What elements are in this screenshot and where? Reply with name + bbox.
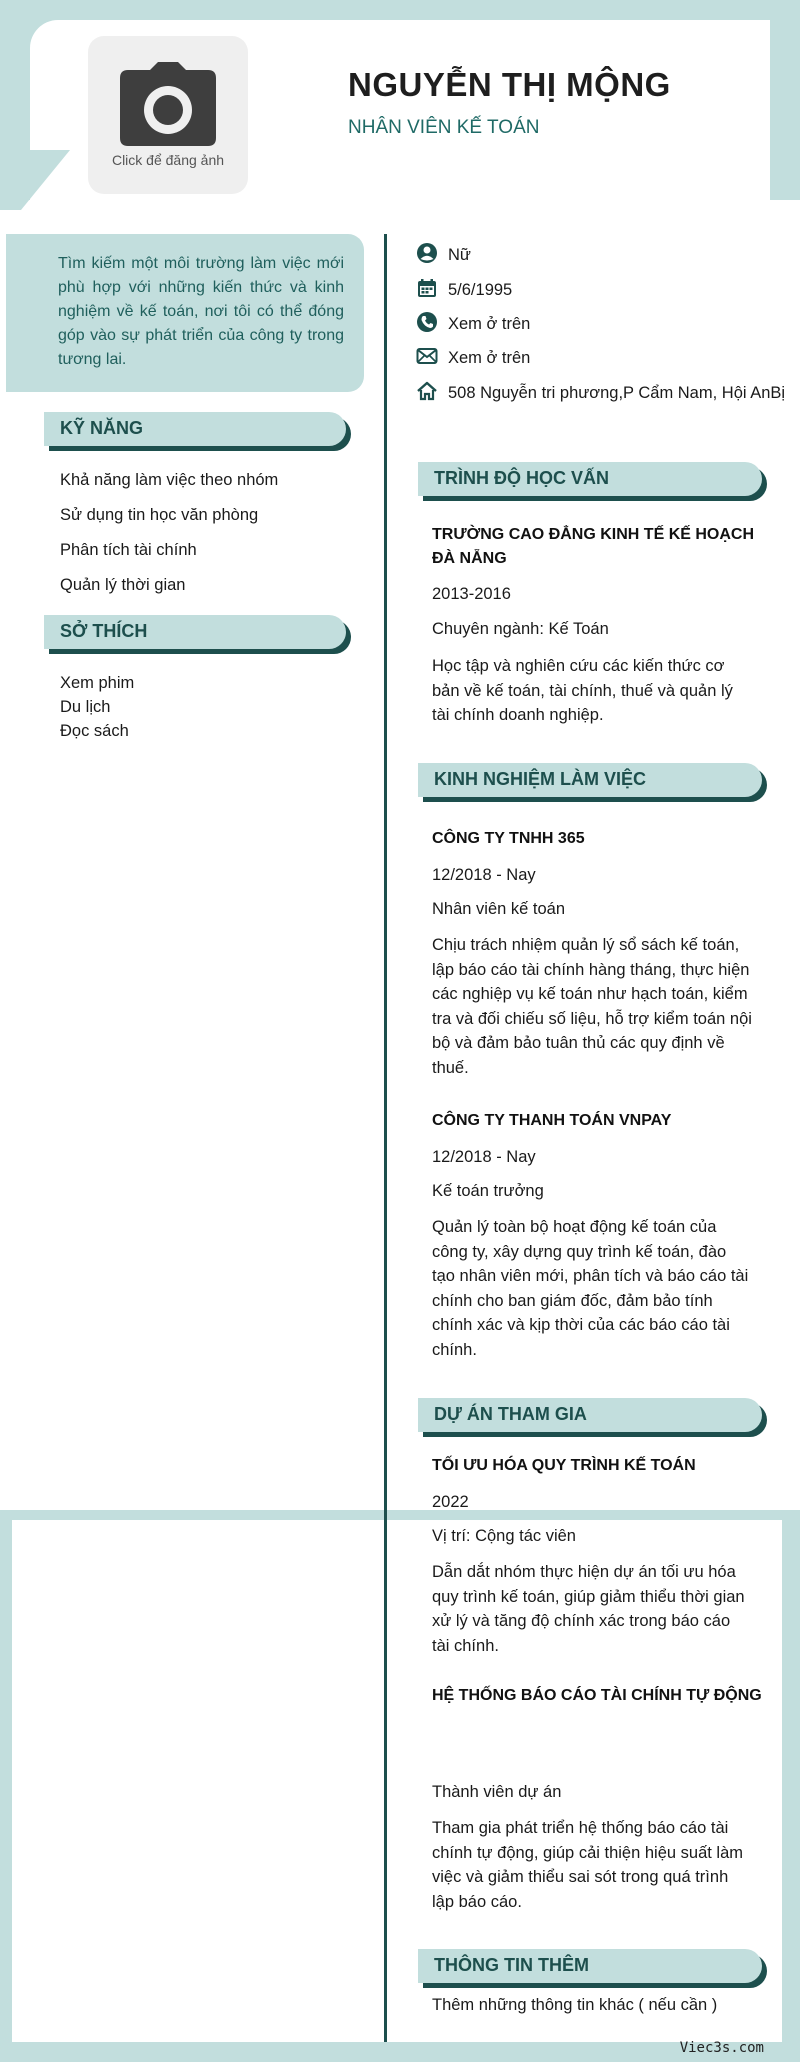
contact-address (416, 381, 788, 405)
hobby-item: Du lịch (60, 698, 111, 716)
project-name: TỐI ƯU HÓA QUY TRÌNH KẾ TOÁN (432, 1457, 696, 1474)
project-role: Thành viên dự án (432, 1783, 562, 1801)
hobbies-heading: SỞ THÍCH (44, 615, 346, 649)
contact-gender (416, 243, 788, 267)
education-years: 2013-2016 (432, 585, 511, 603)
additional-info-heading: THÔNG TIN THÊM (418, 1949, 762, 1983)
camera-icon (120, 62, 216, 146)
additional-info-text: Thêm những thông tin khác ( nếu cần ) (432, 1996, 718, 2014)
skills-heading: KỸ NĂNG (44, 412, 346, 446)
company-name: CÔNG TY TNHH 365 (432, 830, 585, 847)
skill-item: Sử dụng tin học văn phòng (60, 506, 259, 524)
job-position: Kế toán trưởng (432, 1182, 544, 1200)
birthday-value: 5/6/1995 (448, 281, 513, 299)
skill-item: Phân tích tài chính (60, 541, 197, 559)
education-description: Học tập và nghiên cứu các kiến thức cơ bản về kế toán, tài chính, thuế và quản lý tài chính doanh nghiệp. (432, 657, 733, 724)
job-period: 12/2018 - Nay (432, 866, 536, 884)
school-name: TRƯỜNG CAO ĐẲNG KINH TẾ KẾ HOẠCH ĐÀ NẴNG (432, 526, 755, 567)
calendar-icon (416, 277, 438, 299)
address-value: 508 Nguyễn tri phương,P Cẩm Nam, Hội AnBị (448, 384, 786, 402)
email-value: Xem ở trên (448, 349, 531, 367)
projects-heading: DỰ ÁN THAM GIA (418, 1398, 762, 1432)
envelope-icon (416, 345, 438, 367)
job-period: 12/2018 - Nay (432, 1148, 536, 1166)
skill-item: Khả năng làm việc theo nhóm (60, 471, 279, 489)
hobbies-list (60, 671, 134, 743)
career-objective: Tìm kiếm một môi trường làm việc mới phù hợp với những kiến thức và kinh nghiệm về kế toán, nơi tôi có thể đóng góp vào sự phát triển của công ty trong tương lai. (6, 234, 364, 392)
phone-value: Xem ở trên (448, 315, 531, 333)
contact-birthday (416, 278, 788, 302)
skill-item: Quản lý thời gian (60, 576, 186, 594)
project-description: Tham gia phát triển hệ thống báo cáo tài chính tự động, giúp cải thiện hiệu suất làm việc và giảm thiểu sai sót trong quá trình lập báo cáo. (432, 1819, 743, 1911)
job-position: Nhân viên kế toán (432, 900, 566, 918)
job-description: Quản lý toàn bộ hoạt động kế toán của công ty, xây dựng quy trình kế toán, đào tạo nhân viên mới, phân tích và báo cáo tài chính cho ban giám đốc, đảm bảo tính chính xác và kịp thời của các báo cáo tài chính. (432, 1218, 749, 1359)
job-description: Chịu trách nhiệm quản lý sổ sách kế toán, lập báo cáo tài chính hàng tháng, thực hiện các nghiệp vụ kế toán như hạch toán, kiểm tra và đối chiếu số liệu, hỗ trợ kiểm toán nội bộ và đảm bảo tuân thủ các quy định về thuế. (432, 936, 752, 1077)
watermark: Viec3s.com (679, 2040, 764, 2056)
experience-heading: KINH NGHIỆM LÀM VIỆC (418, 763, 762, 797)
hobby-item: Xem phim (60, 674, 135, 692)
contact-phone (416, 312, 788, 336)
user-icon (416, 242, 438, 264)
skills-list (60, 463, 278, 603)
hobby-item: Đọc sách (60, 722, 129, 740)
phone-icon (416, 311, 438, 333)
photo-caption: Click để đăng ảnh (111, 152, 225, 168)
project-name: HỆ THỐNG BÁO CÁO TÀI CHÍNH TỰ ĐỘNG (432, 1687, 762, 1704)
column-divider (384, 234, 387, 2042)
project-role: Vị trí: Cộng tác viên (432, 1527, 576, 1545)
home-icon (416, 380, 438, 402)
company-name: CÔNG TY THANH TOÁN VNPAY (432, 1112, 672, 1129)
project-year: 2022 (432, 1493, 469, 1511)
contact-email (416, 346, 788, 370)
job-title: NHÂN VIÊN KẾ TOÁN (348, 117, 540, 138)
gender-value: Nữ (448, 246, 471, 264)
education-heading: TRÌNH ĐỘ HỌC VẤN (418, 462, 762, 496)
photo-upload[interactable] (88, 36, 248, 194)
candidate-name: NGUYỄN THỊ MỘNG (348, 66, 671, 103)
education-major: Chuyên ngành: Kế Toán (432, 620, 609, 638)
project-description: Dẫn dắt nhóm thực hiện dự án tối ưu hóa quy trình kế toán, giúp giảm thiểu thời gian xử lý và tăng độ chính xác trong báo cáo tài chính. (432, 1563, 745, 1655)
